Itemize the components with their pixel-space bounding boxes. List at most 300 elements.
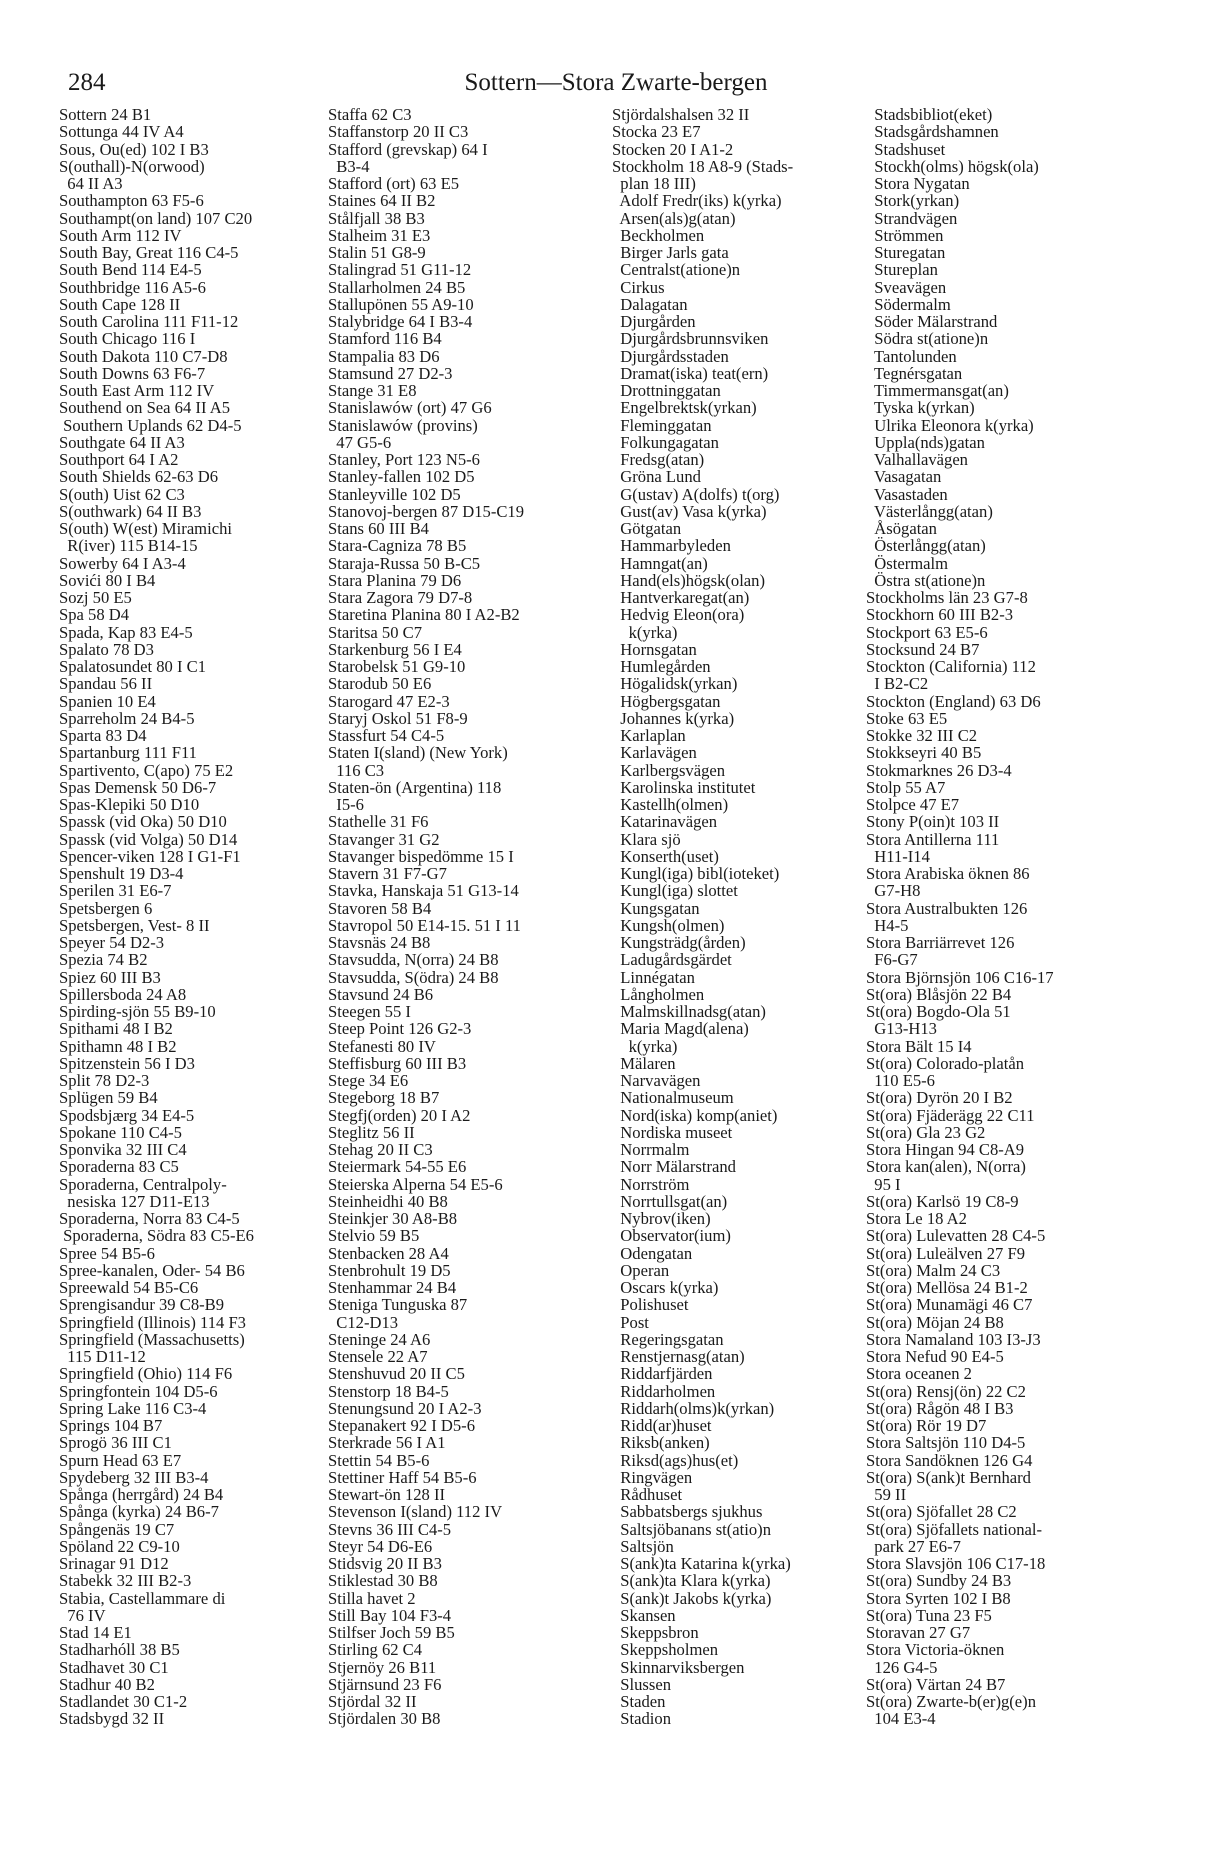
index-entry: Spöland 22 C9-10 — [59, 1536, 180, 1556]
index-entry: Stanislawów (ort) 47 G6 — [328, 398, 492, 418]
index-entry: Hornsgatan — [612, 639, 697, 659]
index-entry: Stenbrohult 19 D5 — [328, 1260, 451, 1280]
index-entry: Stallarholmen 24 B5 — [328, 277, 466, 297]
index-entry: Stange 31 E8 — [328, 381, 417, 400]
index-entry: Stanleyville 102 D5 — [328, 484, 461, 504]
index-entry: Klara sjö — [612, 829, 681, 849]
index-entry: Stettiner Haff 54 B5-6 — [328, 1467, 477, 1487]
index-entry: Stanley-fallen 102 D5 — [328, 467, 475, 487]
index-entry: 126 G4-5 — [866, 1657, 938, 1677]
index-entry: Spenshult 19 D3-4 — [59, 864, 184, 883]
index-entry: S(outhwark) 64 II B3 — [59, 501, 202, 521]
index-entry: Östra st(atione)n — [866, 570, 986, 590]
index-entry: Steierska Alperna 54 E5-6 — [328, 1174, 503, 1194]
index-entry: 115 D11-12 — [59, 1347, 146, 1366]
index-entry: Stevenson I(sland) 112 IV — [328, 1502, 503, 1522]
index-entry: Östermalm — [866, 553, 949, 573]
index-entry: Stora Namaland 103 I3-J3 — [866, 1329, 1041, 1349]
index-entry: Stavern 31 F7-G7 — [328, 864, 447, 883]
index-entry: Stampalia 83 D6 — [328, 346, 440, 366]
index-entry: Stenstorp 18 B4-5 — [328, 1381, 449, 1401]
index-entry: Södra st(atione)n — [866, 329, 989, 349]
index-entry: South Cape 128 II — [59, 294, 181, 314]
index-entry: Norr Mälarstrand — [612, 1157, 736, 1177]
index-entry: Nationalmuseum — [612, 1088, 734, 1108]
index-entry: Stadsbibliot(eket) — [866, 105, 993, 124]
index-entry: Stora oceanen 2 — [866, 1364, 972, 1384]
index-entry: St(ora) Mellösa 24 B1-2 — [866, 1278, 1028, 1297]
index-entry: St(ora) Rågön 48 I B3 — [866, 1398, 1014, 1418]
index-entry: Hantverkaregat(an) — [612, 588, 750, 607]
index-entry: Stadhavet 30 C1 — [59, 1657, 169, 1677]
index-entry: G13-H13 — [866, 1019, 937, 1039]
index-entry: Starodub 50 E6 — [328, 674, 432, 694]
index-entry: Engelbrektsk(yrkan) — [612, 398, 757, 418]
index-entry: Srinagar 91 D12 — [59, 1554, 169, 1573]
index-entry: Stjördal 32 II — [328, 1692, 417, 1711]
index-entry: Springfield (Illinois) 114 F3 — [59, 1312, 246, 1332]
index-entry: Stad 14 E1 — [59, 1623, 132, 1642]
running-title: Sottern—Stora Zwarte-bergen — [464, 69, 768, 96]
index-entry: Steep Point 126 G2-3 — [328, 1019, 472, 1039]
index-entry: Djurgårdsstaden — [612, 346, 729, 366]
index-entry: Stamsund 27 D2-3 — [328, 363, 453, 383]
index-entry: Skinnarviksbergen — [612, 1657, 745, 1677]
index-entry: Hand(els)högsk(olan) — [612, 570, 765, 590]
index-entry: Timmermansgat(an) — [866, 381, 1009, 400]
index-entry: Stavsudda, S(ödra) 24 B8 — [328, 967, 499, 987]
index-entry: Sveavägen — [866, 277, 947, 297]
index-entry: St(ora) Bogdo-Ola 51 — [866, 1002, 1011, 1021]
index-entry: Stans 60 III B4 — [328, 519, 429, 538]
index-entry: Staffanstorp 20 II C3 — [328, 122, 469, 142]
index-entry: Stockton (California) 112 — [866, 657, 1036, 676]
index-entry: Ladugårdsgärdet — [612, 950, 732, 970]
index-entry: Skansen — [612, 1605, 676, 1625]
index-entry: Stora Hingan 94 C8-A9 — [866, 1140, 1025, 1159]
index-entry: Stanovoj-bergen 87 D15-C19 — [328, 501, 525, 521]
index-entry: Stanley, Port 123 N5-6 — [328, 450, 480, 469]
index-entry: Narvavägen — [612, 1071, 701, 1090]
index-entry: Stiklestad 30 B8 — [328, 1571, 438, 1591]
index-entry: Riksb(anken) — [612, 1433, 710, 1453]
index-entry: Stokmarknes 26 D3-4 — [866, 760, 1012, 780]
index-entry: Sous, Ou(ed) 102 I B3 — [59, 139, 209, 159]
index-entry: Tantolunden — [866, 346, 957, 366]
index-entry: Stocksund 24 B7 — [866, 639, 980, 659]
index-entry: S(ank)ta Katarina k(yrka) — [612, 1554, 791, 1573]
index-entry: Southampton 63 F5-6 — [59, 191, 204, 211]
index-entry: St(ora) Sjöfallets national- — [866, 1519, 1043, 1539]
index-entry: Spartivento, C(apo) 75 E2 — [59, 760, 234, 780]
index-entry: Sparta 83 D4 — [59, 726, 147, 745]
index-entry: Johannes k(yrka) — [612, 708, 735, 728]
index-entry: Långholmen — [612, 984, 705, 1004]
index-entry: Djurgårdsbrunnsviken — [612, 329, 769, 349]
index-entry: Staden — [612, 1692, 666, 1711]
index-entry: Spurn Head 63 E7 — [59, 1450, 182, 1470]
index-entry: Sponvika 32 III C4 — [59, 1140, 187, 1159]
index-entry: Stjernöy 26 B11 — [328, 1657, 437, 1677]
index-entry: Spassk (vid Oka) 50 D10 — [59, 812, 227, 832]
index-entry: Stora Nygatan — [866, 174, 970, 193]
index-entry: Stegeborg 18 B7 — [328, 1088, 440, 1108]
index-entry: Speyer 54 D2-3 — [59, 933, 165, 952]
page-header — [0, 66, 1232, 100]
index-entry: Sparreholm 24 B4-5 — [59, 708, 195, 728]
index-entry: H11-I14 — [866, 846, 930, 866]
index-entry: Centralst(atione)n — [612, 260, 741, 280]
index-entry: Stony P(oin)t 103 II — [866, 812, 1000, 832]
index-entry: St(ora) S(ank)t Bernhard — [866, 1467, 1031, 1487]
index-entry: Stalin 51 G8-9 — [328, 243, 426, 262]
index-entry: Staten-ön (Argentina) 118 — [328, 777, 502, 797]
index-entry: Southbridge 116 A5-6 — [59, 277, 206, 297]
index-entry: Sperilen 31 E6-7 — [59, 881, 172, 901]
index-entry: Steninge 24 A6 — [328, 1329, 431, 1349]
index-entry: Stenbacken 28 A4 — [328, 1243, 449, 1263]
index-entry: Kungsh(olmen) — [612, 915, 725, 935]
index-entry: Spetsbergen 6 — [59, 898, 153, 918]
index-entry: Spetsbergen, Vest- 8 II — [59, 915, 210, 935]
index-entry: Spree 54 B5-6 — [59, 1243, 155, 1263]
index-entry: Cirkus — [612, 277, 665, 297]
index-entry: Norrström — [612, 1174, 690, 1194]
index-entry: Southport 64 I A2 — [59, 450, 179, 469]
index-entry: Stege 34 E6 — [328, 1071, 409, 1090]
index-entry: Hedvig Eleon(ora) — [612, 605, 745, 625]
index-entry: St(ora) Luleälven 27 F9 — [866, 1243, 1025, 1263]
index-entry: St(ora) Tuna 23 F5 — [866, 1605, 992, 1625]
index-entry: Beckholmen — [612, 225, 705, 245]
index-column-4 — [866, 106, 1176, 1728]
index-entry: Stegfj(orden) 20 I A2 — [328, 1105, 471, 1125]
index-entry: Stora Australbukten 126 — [866, 898, 1028, 918]
index-entry: Högalidsk(yrkan) — [612, 674, 738, 694]
index-entry: Stadhur 40 B2 — [59, 1674, 155, 1694]
index-entry: Spring Lake 116 C3-4 — [59, 1398, 207, 1418]
index-entry: Staryj Oskol 51 F8-9 — [328, 708, 468, 728]
index-entry: Stockholm 18 A8-9 (Stads- — [612, 156, 794, 176]
index-entry: Spånga (herrgård) 24 B4 — [59, 1485, 224, 1504]
index-entry: Hamngat(an) — [612, 553, 708, 573]
index-entry: Starobelsk 51 G9-10 — [328, 657, 466, 676]
index-entry: Skeppsholmen — [612, 1640, 719, 1660]
page-number: 284 — [68, 69, 106, 96]
index-entry: South Carolina 111 F11-12 — [59, 312, 239, 331]
index-entry: Saltsjön — [612, 1536, 674, 1556]
index-entry: Gröna Lund — [612, 467, 701, 487]
index-entry: S(outhall)-N(orwood) — [59, 156, 205, 176]
index-entry: Spanien 10 E4 — [59, 691, 156, 711]
index-entry: Stadsbygd 32 II — [59, 1709, 165, 1729]
index-entry: Stokke 32 III C2 — [866, 726, 978, 745]
index-entry: I B2-C2 — [866, 674, 929, 694]
index-entry: Spada, Kap 83 E4-5 — [59, 622, 193, 642]
index-entry: Stjördalen 30 B8 — [328, 1709, 441, 1729]
index-entry: Splügen 59 B4 — [59, 1088, 158, 1108]
index-entry: Sottern 24 B1 — [59, 105, 152, 124]
index-entry: Stjördalshalsen 32 II — [612, 105, 750, 124]
index-entry: Stafford (ort) 63 E5 — [328, 174, 460, 193]
index-entry: Djurgården — [612, 312, 696, 331]
index-entry: G(ustav) A(dolfs) t(org) — [612, 484, 780, 504]
index-entry: Stabia, Castellammare di — [59, 1588, 226, 1608]
index-entry: St(ora) Dyrön 20 I B2 — [866, 1088, 1013, 1108]
index-entry: Stilfser Joch 59 B5 — [328, 1623, 455, 1642]
index-entry: Spirding-sjön 55 B9-10 — [59, 1002, 216, 1021]
index-entry: nesiska 127 D11-E13 — [59, 1191, 210, 1211]
index-entry: Stevns 36 III C4-5 — [328, 1519, 452, 1539]
index-entry: Stokkseyri 40 B5 — [866, 743, 982, 763]
index-entry: Stanislawów (provins) — [328, 415, 478, 435]
index-entry: 59 II — [866, 1485, 907, 1504]
index-entry: Sporaderna 83 C5 — [59, 1157, 179, 1177]
index-entry: Hammarbyleden — [612, 536, 731, 556]
index-entry: Katarinavägen — [612, 812, 718, 832]
index-entry: Steglitz 56 II — [328, 1122, 415, 1142]
index-entry: Karolinska institutet — [612, 777, 756, 797]
index-entry: Starogard 47 E2-3 — [328, 691, 450, 711]
index-entry: Stara Planina 79 D6 — [328, 570, 462, 590]
index-entry: Spånga (kyrka) 24 B6-7 — [59, 1502, 219, 1522]
index-entry: Sozj 50 E5 — [59, 588, 132, 607]
index-entry: Södermalm — [866, 294, 951, 314]
index-entry: Malmskillnadsg(atan) — [612, 1002, 766, 1021]
index-entry: Tegnérsgatan — [866, 363, 963, 383]
index-entry: Southend on Sea 64 II A5 — [59, 398, 230, 418]
index-entry: Karlbergsvägen — [612, 760, 726, 780]
index-entry: St(ora) Malm 24 C3 — [866, 1260, 1001, 1280]
index-entry: Ridd(ar)huset — [612, 1416, 712, 1435]
index-entry: Strandvägen — [866, 208, 958, 228]
index-entry: Observator(ium) — [612, 1226, 731, 1246]
index-entry: Stora kan(alen), N(orra) — [866, 1157, 1026, 1177]
index-entry: Stilla havet 2 — [328, 1588, 416, 1608]
index-entry: Stefanesti 80 IV — [328, 1036, 436, 1056]
index-entry: Ringvägen — [612, 1467, 693, 1487]
index-entry: South Dakota 110 C7-D8 — [59, 346, 228, 366]
index-entry: Skeppsbron — [612, 1623, 699, 1642]
index-entry: Stork(yrkan) — [866, 191, 960, 211]
index-entry: Spandau 56 II — [59, 674, 153, 694]
index-entry: Stara Zagora 79 D7-8 — [328, 588, 473, 607]
index-entry: Riddarholmen — [612, 1381, 716, 1401]
index-entry: Stockh(olms) högsk(ola) — [866, 156, 1039, 176]
index-entry: Valhallavägen — [866, 450, 968, 469]
index-entry: Steffisburg 60 III B3 — [328, 1053, 467, 1073]
index-entry: Sporaderna, Centralpoly- — [59, 1174, 227, 1194]
index-entry: Konserth(uset) — [612, 846, 719, 866]
index-entry: Starkenburg 56 I E4 — [328, 639, 462, 659]
index-entry: Staretina Planina 80 I A2-B2 — [328, 605, 520, 625]
index-entry: 95 I — [866, 1174, 901, 1194]
index-entry: Steyr 54 D6-E6 — [328, 1536, 433, 1556]
index-entry: Southampt(on land) 107 C20 — [59, 208, 253, 228]
index-entry: S(outh) W(est) Miramichi — [59, 519, 232, 538]
index-entry: Åsögatan — [866, 519, 937, 538]
index-entry: Rådhuset — [612, 1485, 683, 1504]
index-entry: plan 18 III) — [612, 174, 696, 193]
index-entry: Dramat(iska) teat(ern) — [612, 363, 769, 383]
index-entry: Riksd(ags)hus(et) — [612, 1450, 739, 1470]
index-entry: Stadion — [612, 1709, 672, 1729]
index-entry: Stehag 20 II C3 — [328, 1140, 433, 1159]
index-entry: Fleminggatan — [612, 415, 712, 435]
index-entry: Stocka 23 E7 — [612, 122, 701, 142]
index-entry: Österlångg(atan) — [866, 536, 986, 556]
index-entry: Steinkjer 30 A8-B8 — [328, 1209, 458, 1228]
index-entry: Riddarfjärden — [612, 1364, 713, 1384]
index-entry: St(ora) Zwarte-b(er)g(e)n — [866, 1692, 1036, 1711]
index-entry: Sporaderna, Södra 83 C5-E6 — [59, 1226, 254, 1246]
index-column-1 — [59, 106, 327, 1728]
index-entry: 110 E5-6 — [866, 1071, 935, 1090]
index-entry: Stavsnäs 24 B8 — [328, 933, 431, 952]
index-entry: Sturegatan — [866, 243, 946, 262]
index-entry: Stolp 55 A7 — [866, 777, 946, 797]
index-entry: Stora Antillerna 111 — [866, 829, 1000, 849]
index-entry: B3-4 — [328, 156, 370, 176]
index-entry: Kungl(iga) bibl(ioteket) — [612, 864, 780, 883]
index-entry: Kungl(iga) slottet — [612, 881, 738, 901]
index-entry: Stora Slavsjön 106 C17-18 — [866, 1554, 1046, 1573]
index-entry: Springfontein 104 D5-6 — [59, 1381, 218, 1401]
index-entry: Spezia 74 B2 — [59, 950, 148, 970]
index-entry: Fredsg(atan) — [612, 450, 705, 469]
index-entry: Tyska k(yrkan) — [866, 398, 975, 418]
index-entry: Stassfurt 54 C4-5 — [328, 726, 445, 745]
index-entry: Spodsbjærg 34 E4-5 — [59, 1105, 195, 1125]
index-entry: Söder Mälarstrand — [866, 312, 998, 331]
index-entry: Oscars k(yrka) — [612, 1278, 719, 1297]
index-column-2 — [328, 106, 604, 1728]
index-entry: St(ora) Rör 19 D7 — [866, 1416, 987, 1435]
index-entry: Stålfjall 38 B3 — [328, 208, 425, 228]
index-entry: G7-H8 — [866, 881, 921, 901]
index-entry: Stavka, Hanskaja 51 G13-14 — [328, 881, 519, 901]
index-entry: Västerlångg(atan) — [866, 501, 993, 521]
index-entry: Kungsgatan — [612, 898, 700, 918]
index-entry: South Chicago 116 I — [59, 329, 196, 349]
index-entry: Sprogö 36 III C1 — [59, 1433, 172, 1453]
index-entry: Saltsjöbanans st(atio)n — [612, 1519, 772, 1539]
index-entry: Vasastaden — [866, 484, 948, 504]
index-entry: Staffa 62 C3 — [328, 105, 412, 124]
index-entry: Stidsvig 20 II B3 — [328, 1554, 442, 1573]
index-entry: Odengatan — [612, 1243, 693, 1263]
index-entry: Steniga Tunguska 87 — [328, 1295, 468, 1315]
index-entry: Strömmen — [866, 225, 944, 245]
index-entry: Högbergsgatan — [612, 691, 721, 711]
index-entry: Spas-Klepiki 50 D10 — [59, 795, 200, 814]
index-entry: Spithamn 48 I B2 — [59, 1036, 177, 1056]
index-entry: Sowerby 64 I A3-4 — [59, 553, 186, 573]
index-entry: S(ank)ta Klara k(yrka) — [612, 1571, 771, 1591]
index-entry: Spitzenstein 56 I D3 — [59, 1053, 195, 1073]
index-entry: Spydeberg 32 III B3-4 — [59, 1467, 209, 1487]
index-entry: Stadshuset — [866, 139, 946, 159]
index-entry: Stolpce 47 E7 — [866, 795, 960, 814]
index-entry: Arsen(als)g(atan) — [612, 208, 736, 228]
index-entry: Stamford 116 B4 — [328, 329, 442, 349]
index-entry: Sterkrade 56 I A1 — [328, 1433, 446, 1453]
index-entry: Stureplan — [866, 260, 938, 280]
index-entry: Stenshuvud 20 II C5 — [328, 1364, 465, 1384]
index-entry: Spree-kanalen, Oder- 54 B6 — [59, 1260, 245, 1280]
index-entry: South Bay, Great 116 C4-5 — [59, 243, 239, 262]
index-entry: Springs 104 B7 — [59, 1416, 163, 1435]
index-entry: Stathelle 31 F6 — [328, 812, 429, 832]
index-entry: Stavanger bispedömme 15 I — [328, 846, 514, 866]
index-entry: Still Bay 104 F3-4 — [328, 1605, 452, 1625]
index-entry: Nordiska museet — [612, 1122, 733, 1142]
index-entry: St(ora) Karlsö 19 C8-9 — [866, 1191, 1019, 1211]
index-entry: Polishuset — [612, 1295, 689, 1315]
index-entry: Kungsträdg(ården) — [612, 933, 746, 952]
index-entry: Karlavägen — [612, 743, 697, 763]
index-entry: Spokane 110 C4-5 — [59, 1122, 182, 1142]
index-entry: Drottninggatan — [612, 381, 721, 400]
index-entry: Sporaderna, Norra 83 C4-5 — [59, 1209, 240, 1228]
index-entry: Stjärnsund 23 F6 — [328, 1674, 442, 1694]
index-entry: St(ora) Lulevatten 28 C4-5 — [866, 1226, 1046, 1246]
index-entry: Stettin 54 B5-6 — [328, 1450, 430, 1470]
index-entry: Humlegården — [612, 657, 711, 676]
index-entry: Maria Magd(alena) — [612, 1019, 749, 1039]
index-entry: Spas Demensk 50 D6-7 — [59, 777, 217, 797]
index-entry: Stelvio 59 B5 — [328, 1226, 420, 1246]
index-entry: 64 II A3 — [59, 174, 123, 193]
index-entry: Stenungsund 20 I A2-3 — [328, 1398, 482, 1418]
index-entry: Birger Jarls gata — [612, 243, 729, 262]
index-entry: Spalato 78 D3 — [59, 639, 154, 659]
index-entry: Stabekk 32 III B2-3 — [59, 1571, 192, 1591]
index-entry: St(ora) Sundby 24 B3 — [866, 1571, 1012, 1591]
index-entry: South Shields 62-63 D6 — [59, 467, 219, 487]
index-entry: Stewart-ön 128 II — [328, 1485, 446, 1504]
index-entry: Stadharhóll 38 B5 — [59, 1640, 180, 1660]
index-entry: Nybrov(iken) — [612, 1209, 711, 1228]
index-entry: Sottunga 44 IV A4 — [59, 122, 184, 142]
index-entry: Split 78 D2-3 — [59, 1071, 150, 1090]
index-entry: Stenhammar 24 B4 — [328, 1278, 457, 1297]
index-entry: Norrmalm — [612, 1140, 690, 1159]
index-entry: Kastellh(olmen) — [612, 795, 729, 814]
index-entry: C12-D13 — [328, 1312, 399, 1332]
index-entry: Staritsa 50 C7 — [328, 622, 423, 642]
index-entry: Stepanakert 92 I D5-6 — [328, 1416, 475, 1435]
index-entry: Stora Barriärrevet 126 — [866, 933, 1015, 952]
index-entry: Karlaplan — [612, 726, 686, 745]
index-entry: Steinheidhi 40 B8 — [328, 1191, 448, 1211]
index-entry: Slussen — [612, 1674, 672, 1694]
index-entry: St(ora) Colorado-platån — [866, 1053, 1025, 1073]
index-entry: Stalingrad 51 G11-12 — [328, 260, 472, 280]
index-entry: Spalatosundet 80 I C1 — [59, 657, 207, 676]
index-entry: 104 E3-4 — [866, 1709, 936, 1729]
index-entry: Spartanburg 111 F11 — [59, 743, 197, 763]
index-entry: Stora Bält 15 I4 — [866, 1036, 972, 1056]
index-column-3 — [612, 106, 880, 1728]
index-entry: St(ora) Fjäderägg 22 C11 — [866, 1105, 1035, 1125]
index-entry: k(yrka) — [612, 1036, 678, 1056]
index-entry: Stadsgårdshamnen — [866, 122, 999, 142]
index-entry: Götgatan — [612, 519, 682, 538]
index-entry: F6-G7 — [866, 950, 918, 970]
index-entry: Stavoren 58 B4 — [328, 898, 432, 918]
index-entry: Gust(av) Vasa k(yrka) — [612, 501, 767, 521]
